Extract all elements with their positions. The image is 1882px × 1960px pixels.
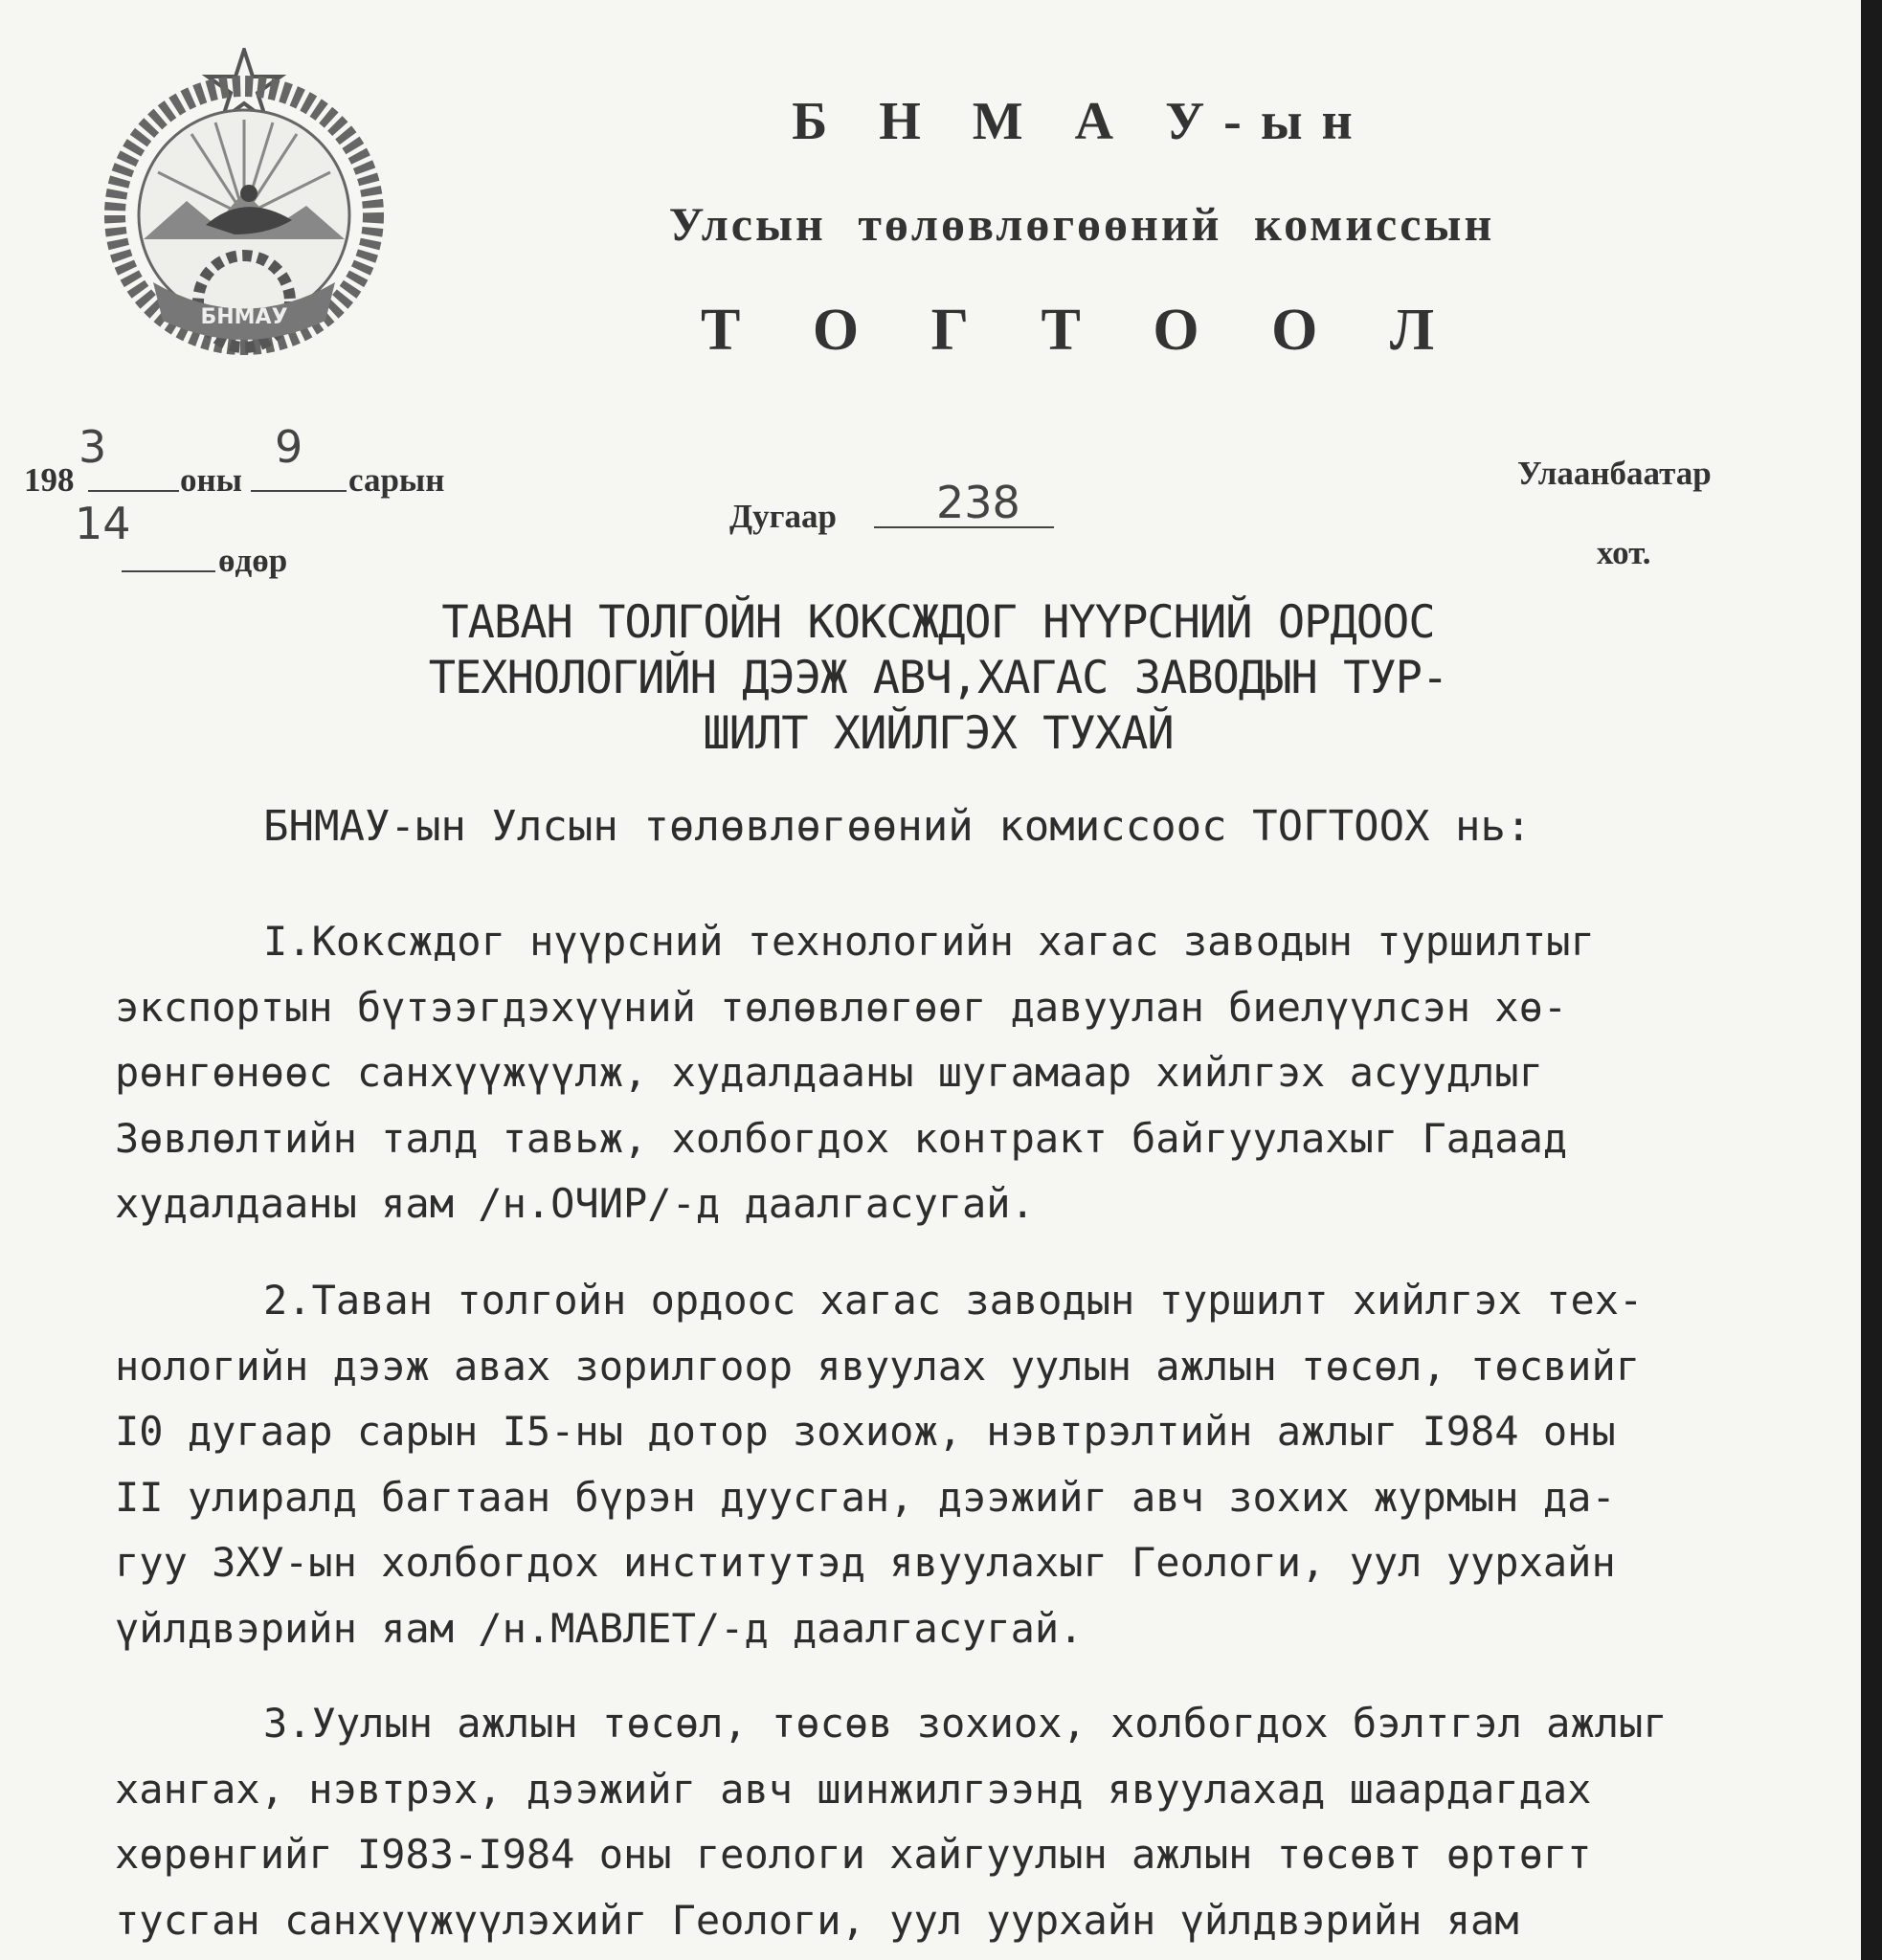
paragraph-2 bbox=[115, 1268, 1819, 1661]
title-line: ШИЛТ ХИЙЛГЭХ ТУХАЙ bbox=[703, 707, 1174, 760]
date-year-prefix: 198 bbox=[24, 461, 75, 499]
date-month-label: сарын bbox=[348, 461, 445, 499]
date-year-label: оны bbox=[180, 461, 242, 499]
paragraph-line: худалдааны яам /н.ОЧИР/-д даалгасугай. bbox=[115, 1180, 1035, 1227]
paragraph-line: экспортын бүтээгдэхүүний төлөвлөгөөг давуулан биелүүлсэн хө- bbox=[115, 983, 1568, 1031]
paragraph-line: тусган санхүүжүүлэхийг Геологи, уул уурхайн үйлдвэрийн яам bbox=[115, 1896, 1519, 1944]
paragraph-line: үйлдвэрийн яам /н.МАВЛЕТ/-д даалгасугай. bbox=[115, 1604, 1084, 1652]
date-year-digit: 3 bbox=[78, 421, 107, 473]
number-value: 238 bbox=[936, 477, 1020, 528]
paragraph-line: хангах, нэвтрэх, дээжийг авч шинжилгээнд явуулахад шаардагдах bbox=[115, 1765, 1592, 1813]
preamble: БНМАУ-ын Улсын төлөвлөгөөний комиссоос ТОГТООХ нь: bbox=[263, 802, 1532, 851]
date-day-label: өдөр bbox=[218, 542, 288, 579]
resolution-title bbox=[364, 595, 1512, 762]
paragraph-1 bbox=[115, 909, 1819, 1237]
place-suffix: хот. bbox=[1597, 534, 1651, 571]
paragraph-line: нологийн дээж авах зорилгоор явуулах уулын ажлын төсөл, төсвийг bbox=[115, 1342, 1641, 1390]
paragraph-3 bbox=[115, 1691, 1819, 1953]
date-month: 9 bbox=[275, 421, 303, 473]
place-city: Улаанбаатар bbox=[1517, 455, 1712, 492]
header-resolution: Т О Г Т О О Л bbox=[700, 298, 1464, 363]
number-label: Дугаар bbox=[729, 498, 837, 535]
emblem-ribbon-text: БНМАУ bbox=[200, 305, 288, 329]
number-underline bbox=[874, 526, 1054, 528]
paragraph-line: II улиралд багтаан бүрэн дуусган, дээжийг авч зохих журмын да- bbox=[115, 1473, 1616, 1521]
paragraph-line: Зөвлөлтийн талд тавьж, холбогдох контракт байгуулахыг Гадаад bbox=[115, 1114, 1568, 1162]
paragraph-line: хөрөнгийг I983-I984 оны геологи хайгуулын ажлын төсөвт өртөгт bbox=[115, 1831, 1592, 1878]
date-day-underline bbox=[122, 570, 215, 572]
date-year-underline bbox=[88, 490, 179, 492]
paragraph-line: 2.Таван толгойн ордоос хагас заводын туршилт хийлгэх тех- bbox=[263, 1277, 1644, 1324]
date-month-underline bbox=[251, 490, 347, 492]
state-emblem-icon bbox=[101, 48, 388, 364]
paragraph-line: I.Коксждог нүүрсний технологийн хагас заводын туршилтыг bbox=[263, 918, 1595, 965]
title-line: ТЕХНОЛОГИЙН ДЭЭЖ АВЧ,ХАГАС ЗАВОДЫН ТУР- bbox=[428, 652, 1448, 704]
date-day: 14 bbox=[75, 498, 131, 549]
paragraph-line: рөнгөнөөс санхүүжүүлж, худалдааны шугамаар хийлгэх асуудлыг bbox=[115, 1049, 1543, 1096]
paragraph-line: 3.Уулын ажлын төсөл, төсөв зохиох, холбогдох бэлтгэл ажлыг bbox=[263, 1700, 1668, 1747]
scan-edge bbox=[1861, 0, 1882, 1960]
paragraph-line: гуу ЗХУ-ын холбогдох институтэд явуулахыг Геологи, уул уурхайн bbox=[115, 1539, 1616, 1586]
title-line: ТАВАН ТОЛГОЙН КОКСЖДОГ НҮҮРСНИЙ ОРДООС bbox=[441, 596, 1435, 649]
header-commission: Улсын төлөвлөгөөний комиссын bbox=[668, 197, 1495, 251]
header-country: Б Н М А У-ын bbox=[792, 92, 1372, 151]
paragraph-line: I0 дугаар сарын I5-ны дотор зохиож, нэвтрэлтийн ажлыг I984 оны bbox=[115, 1408, 1616, 1455]
